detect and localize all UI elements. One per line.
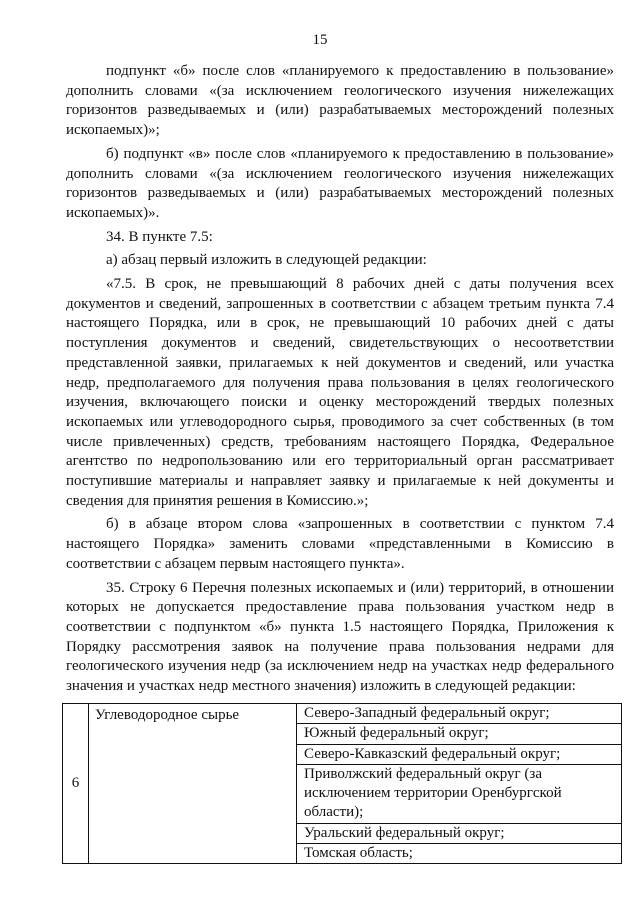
- territory-item: Приволжский федеральный округ (за исключением территории Оренбургской области);: [297, 765, 621, 824]
- territory-item: Северо-Западный федеральный округ;: [297, 704, 621, 724]
- amended-row-table: [62, 703, 622, 864]
- table-row: [63, 704, 622, 864]
- paragraph-item-34: 34. В пункте 7.5:: [106, 228, 213, 245]
- paragraph-quoted-7-5: «7.5. В срок, не превышающий 8 рабочих дней с даты получения всех документов и сведений, запрошенных в соответствии с абзацем третьим пункта 7.4 настоящего Порядка, или в срок, не превышающий 10 рабочих дней с даты поступления документов и сведений, свидетельствующих о несоответствии представленной заявки, прилагаемых к ней документов и сведений, или участка недр, предполагаемого для получения права пользования в целях геологического изучения, включающего поиски и оценку месторождений твердых полезных ископаемых или углеводородного сырья, проводимого за счет собственных (в том числе привлеченных) средств, требованиям настоящего Порядка, Федеральное агентство по недропользованию или его территориальный орган рассматривает поступившие материалы и направляет заявку и прилагаемые к ней документы и сведения для принятия решения в Комиссию.»;: [66, 276, 614, 509]
- paragraph-item-35: 35. Строку 6 Перечня полезных ископаемых и (или) территорий, в отношении которых не допускается предоставление права пользования участком недр в соответствии с подпунктом «б» пункта 1.5 настоящего Порядка, Приложения к Порядку рассмотрения заявок на получение права пользования недрами для геологического изучения недр (за исключением недр на участках недр федерального значения и участках недр местного значения) изложить в следующей редакции:: [66, 579, 614, 695]
- row-number-cell: 6: [63, 704, 89, 864]
- paragraph-item-34-a: а) абзац первый изложить в следующей редакции:: [106, 252, 427, 269]
- document-body: [66, 62, 614, 697]
- territory-item: Южный федеральный округ;: [297, 724, 621, 744]
- page-number: 15: [312, 32, 328, 48]
- territory-item: Томская область;: [304, 845, 413, 862]
- paragraph-subpoint-v-amendment: б) подпункт «в» после слов «планируемого к предоставлению в пользование» дополнить словами «(за исключением геологического изучения нижележащих горизонтов разведываемых и (или) разрабатываемых месторождений полезных ископаемых)».: [66, 145, 614, 221]
- resource-cell: Углеводородное сырье: [89, 704, 297, 864]
- paragraph-subpoint-b-amendment: подпункт «б» после слов «планируемого к предоставлению в пользование» дополнить словами «(за исключением геологического изучения нижележащих горизонтов разведываемых и (или) разрабатываемых месторождений полезных ископаемых)»;: [66, 63, 614, 139]
- paragraph-item-34-b: б) в абзаце втором слова «запрошенных в соответствии с пунктом 7.4 настоящего Порядка» заменить словами «представленными в Комиссию в соответствии с абзацем первым настоящего пункта».: [66, 516, 614, 572]
- territory-item: Уральский федеральный округ;: [297, 824, 621, 844]
- territory-item: Северо-Кавказский федеральный округ;: [297, 745, 621, 765]
- territories-cell: [297, 704, 622, 864]
